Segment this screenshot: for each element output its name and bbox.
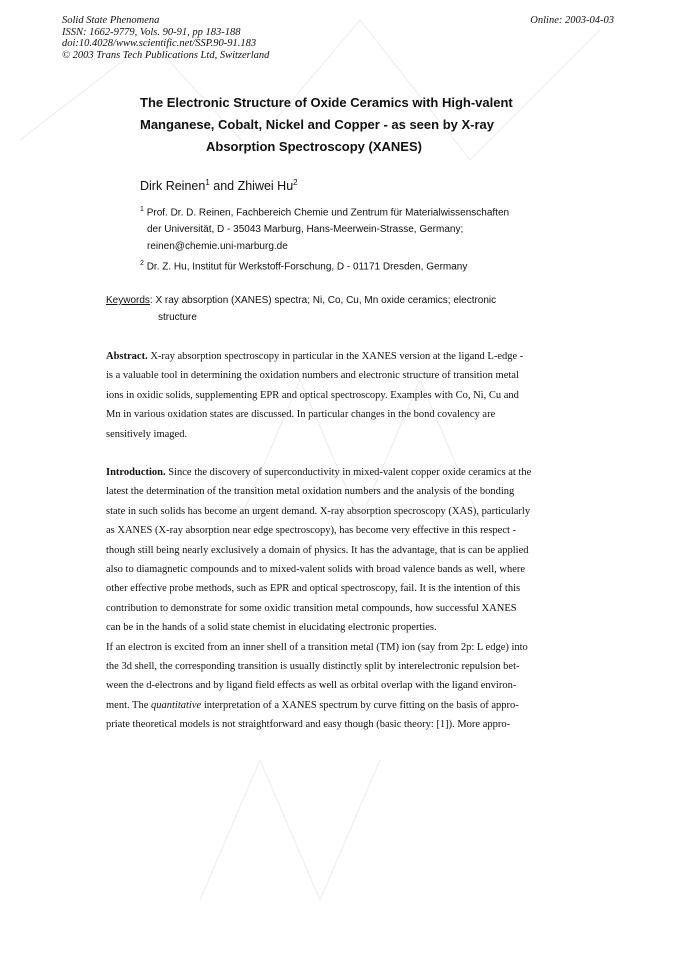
abstract-line-1: X-ray absorption spectroscopy in particular in the XANES version at the ligand L-edge - <box>147 351 524 362</box>
intro-line-13-end: interpretation of a XANES spectrum by curve fitting on the basis of appro- <box>201 699 519 711</box>
title-line-1: The Electronic Structure of Oxide Ceramics with High-valent <box>140 95 513 110</box>
affiliations <box>140 201 509 276</box>
intro-line-2: latest the determination of the transition metal oxidation numbers and the analysis of the bonding <box>106 486 515 498</box>
author-separator: and <box>209 179 238 194</box>
intro-line-11: the 3d shell, the corresponding transition is usually distinctly split by interelectronic repulsion bet- <box>106 661 520 673</box>
affil-1-sup: 1 <box>140 206 144 213</box>
intro-line-10: If an electron is excited from an inner shell of a transition metal (TM) ion (say from 2p: L edge) into <box>106 641 528 653</box>
abstract-heading: Abstract. <box>106 351 148 362</box>
abstract <box>106 347 576 444</box>
author-2-sup: 2 <box>293 178 298 187</box>
keywords-line-1: : X ray absorption (XANES) spectra; Ni, Co, Cu, Mn oxide ceramics; electronic <box>149 295 497 306</box>
author-list <box>140 178 298 193</box>
affil-1-line-2: der Universität, D - 35043 Marburg, Hans-Meerwein-Strasse, Germany; <box>147 224 464 236</box>
keywords <box>106 292 496 326</box>
affil-2-line-1: Dr. Z. Hu, Institut für Werkstoff-Forschung, D - 01171 Dresden, Germany <box>146 261 468 273</box>
affil-1-line-1: Prof. Dr. D. Reinen, Fachbereich Chemie und Zentrum für Materialwissenschaften <box>146 207 510 219</box>
intro-line-3: state in such solids has become an urgent demand. X-ray absorption specroscopy (XAS), particularly <box>106 505 531 517</box>
intro-line-4: as XANES (X-ray absorption near edge spectroscopy), has become very effective in this respect - <box>106 525 517 537</box>
intro-line-12: ween the d-electrons and by ligand field effects as well as orbital overlap with the ligand environ- <box>106 680 517 692</box>
keywords-line-2: structure <box>158 312 197 323</box>
abstract-line-2: is a valuable tool in determining the oxidation numbers and electronic structure of transition metal <box>106 370 519 382</box>
intro-line-9: can be in the hands of a solid state chemist in elucidating electronic properties. <box>106 622 437 634</box>
abstract-line-5: sensitively imaged. <box>106 428 188 440</box>
paper-title <box>140 92 560 158</box>
title-line-3: Absorption Spectroscopy (XANES) <box>206 139 422 154</box>
title-line-2: Manganese, Cobalt, Nickel and Copper - as seen by X-ray <box>140 117 494 132</box>
intro-line-5: though still being nearly exclusively a domain of physics. It has the advantage, that is can be applied <box>106 544 529 556</box>
intro-line-14: priate theoretical models is not straightforward and easy though (basic theory: [1]). More appro- <box>106 719 511 731</box>
journal-header <box>62 15 269 61</box>
introduction-heading: Introduction. <box>106 467 166 478</box>
intro-line-7: other effective probe methods, such as EPR and optical spectroscopy, fail. It is the intention of this <box>106 583 521 595</box>
author-1-sup: 1 <box>205 178 210 187</box>
keywords-label: Keywords <box>106 295 150 306</box>
intro-line-8: contribution to demonstrate for some oxidic transition metal compounds, how successful XANES <box>106 602 517 614</box>
abstract-line-4: Mn in various oxidation states are discussed. In particular changes in the bond covalency are <box>106 409 496 421</box>
affil-2-sup: 2 <box>140 260 144 268</box>
intro-line-1: Since the discovery of superconductivity in mixed-valent copper oxide ceramics at the <box>165 467 532 478</box>
intro-line-6: also to diamagnetic compounds and to mixed-valent solids with broad valence bands as well, where <box>106 564 526 576</box>
intro-line-13-start: ment. The <box>106 699 152 711</box>
abstract-line-3: ions in oxidic solids, supplementing EPR and optical spectroscopy. Examples with Co, Ni, Cu and <box>106 389 519 401</box>
intro-line-13-emphasis: quantitative <box>151 699 202 711</box>
journal-doi: doi:10.4028/www.scientific.net/SSP.90-91.183 <box>62 38 257 49</box>
online-date: Online: 2003-04-03 <box>530 15 614 26</box>
author-1: Dirk Reinen <box>140 179 206 194</box>
affil-1-email: reinen@chemie.uni-marburg.de <box>147 241 288 253</box>
introduction <box>106 463 576 735</box>
journal-copyright: © 2003 Trans Tech Publications Ltd, Switzerland <box>62 49 270 61</box>
author-2: Zhiwei Hu <box>237 179 294 194</box>
journal-issn: ISSN: 1662-9779, Vols. 90-91, pp 183-188 <box>62 26 241 38</box>
journal-name: Solid State Phenomena <box>62 15 160 26</box>
